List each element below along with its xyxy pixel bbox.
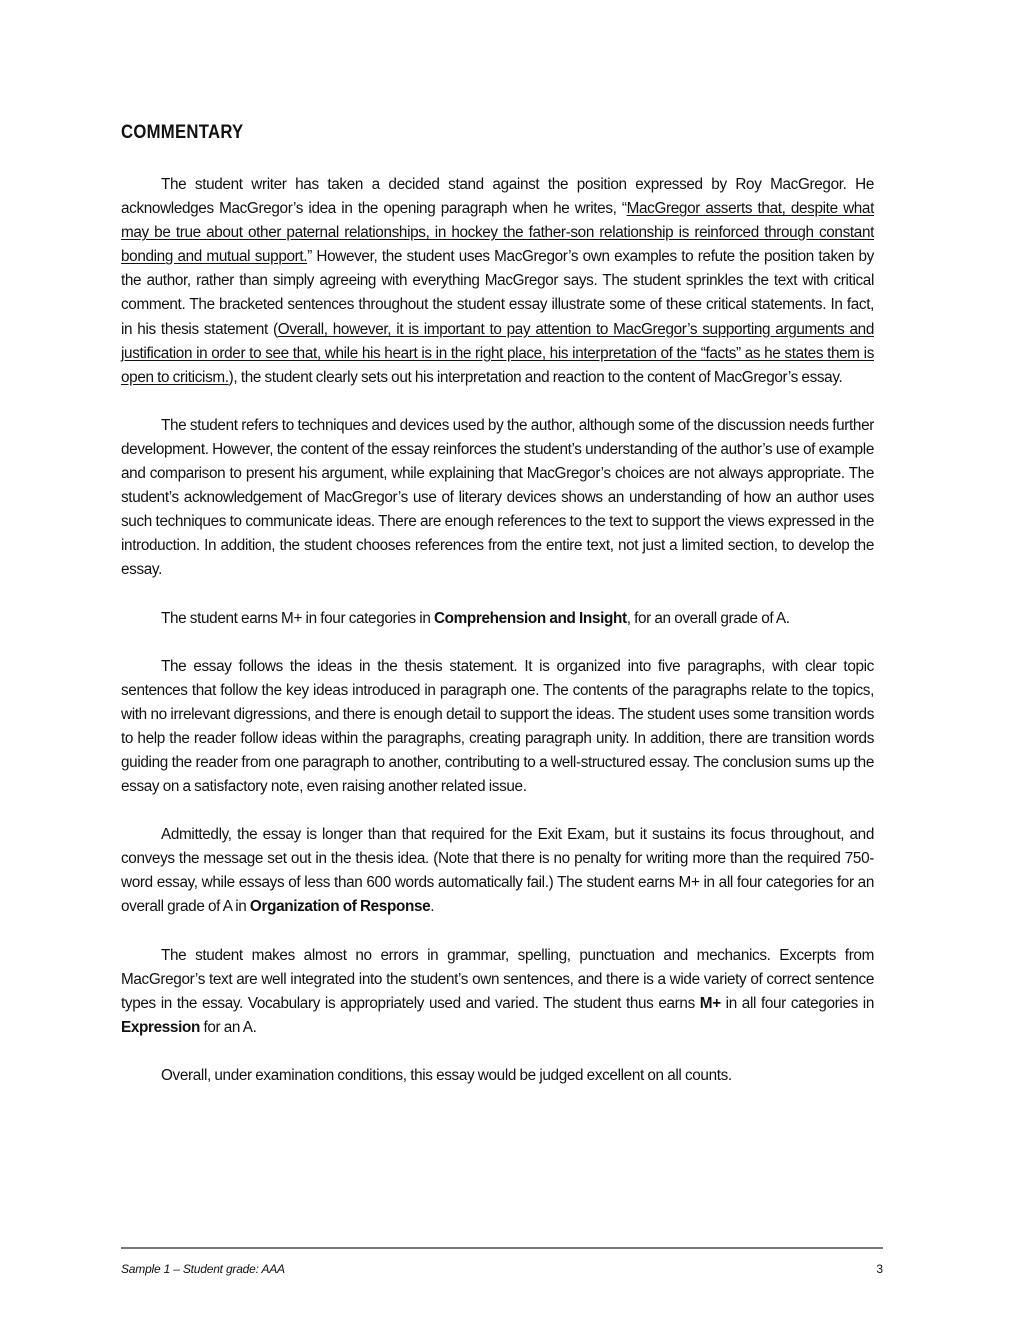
category-organization: Organization of Response	[249, 898, 431, 916]
paragraph-3-text-b: , for an overall grade of A.	[626, 609, 790, 627]
footer-divider	[121, 1247, 883, 1249]
paragraph-1	[121, 173, 874, 390]
underlined-quote-1: MacGregor asserts that, despite what may be true about other paternal relationships, in hockey the father-son relationship is reinforced through constant bonding and mutual support.	[121, 200, 874, 266]
paragraph-5	[121, 823, 874, 919]
paragraph-1-text-b: ” However, the student uses MacGregor’s own examples to refute the position taken by the author, rather than simply agreeing with everything MacGregor says. The student sprinkles the text with critical comment. The bracketed sentences throughout the student essay illustrate some of these critical statements. In fact, in his thesis statement (	[121, 248, 874, 338]
paragraph-5-text-b: .	[430, 898, 435, 916]
page-number: 3	[876, 1262, 883, 1276]
paragraph-4: The essay follows the ideas in the thesis statement. It is organized into five paragraphs, with clear topic sentences that follow the key ideas introduced in paragraph one. The contents of the paragraphs relate to the topics, with no irrelevant digressions, and there is enough detail to support the ideas. The student uses some transition words to help the reader follow ideas within the paragraphs, creating paragraph unity. In addition, there are transition words guiding the reader from one paragraph to another, contributing to a well-structured essay. The conclusion sums up the essay on a satisfactory note, even raising another related issue.	[121, 657, 874, 796]
paragraph-6	[121, 944, 874, 1040]
commentary-body	[121, 173, 874, 1112]
paragraph-7: Overall, under examination conditions, this essay would be judged excellent on all counts.	[161, 1066, 732, 1084]
footer-sample-label: Sample 1 – Student grade: AAA	[121, 1262, 285, 1276]
paragraph-5-text-a: Admittedly, the essay is longer than that required for the Exit Exam, but it sustains its focus throughout, and conveys the message set out in the thesis idea. (Note that there is no penalty for writing more than the required 750-word essay, while essays of less than 600 words automatically fail.) The student earns M+ in all four categories for an overall grade of A in	[121, 826, 874, 916]
paragraph-2: The student refers to techniques and devices used by the author, although some of the discussion needs further development. However, the content of the essay reinforces the student’s understanding of the author’s use of example and comparison to present his argument, while explaining that MacGregor’s choices are not always appropriate. The student’s acknowledgement of MacGregor’s use of literary devices shows an understanding of how an author uses such techniques to communicate ideas. There are enough references to the text to support the views expressed in the introduction. In addition, the student chooses references from the entire text, not just a limited section, to develop the essay.	[121, 416, 874, 579]
section-heading: COMMENTARY	[121, 122, 244, 143]
paragraph-6-text-c: for an A.	[199, 1018, 257, 1036]
paragraph-1-text-c: ), the student clearly sets out his interpretation and reaction to the content of MacGregor’s essay.	[228, 368, 843, 386]
paragraph-3	[121, 607, 874, 631]
category-expression: Expression	[121, 1018, 200, 1036]
paragraph-1-text-a: The student writer has taken a decided stand against the position expressed by Roy MacGregor. He acknowledges MacGregor’s idea in the opening paragraph when he writes, “	[121, 176, 874, 218]
grade-m-plus: M+	[699, 994, 721, 1012]
underlined-thesis-quote: Overall, however, it is important to pay attention to MacGregor’s supporting arguments and justification in order to see that, while his heart is in the right place, his interpretation of the “facts” as he states them is open to criticism.	[121, 320, 874, 386]
paragraph-3-text-a: The student earns M+ in four categories in	[161, 609, 434, 627]
paragraph-6-text-a: The student makes almost no errors in grammar, spelling, punctuation and mechanics. Excerpts from MacGregor’s text are well integrated into the student’s own sentences, and there is a wide variety of correct sentence types in the essay. Vocabulary is appropriately used and varied. The student thus earns	[121, 946, 874, 1012]
paragraph-6-text-b: in all four categories in	[720, 994, 875, 1012]
category-comprehension: Comprehension and Insight	[433, 609, 627, 627]
